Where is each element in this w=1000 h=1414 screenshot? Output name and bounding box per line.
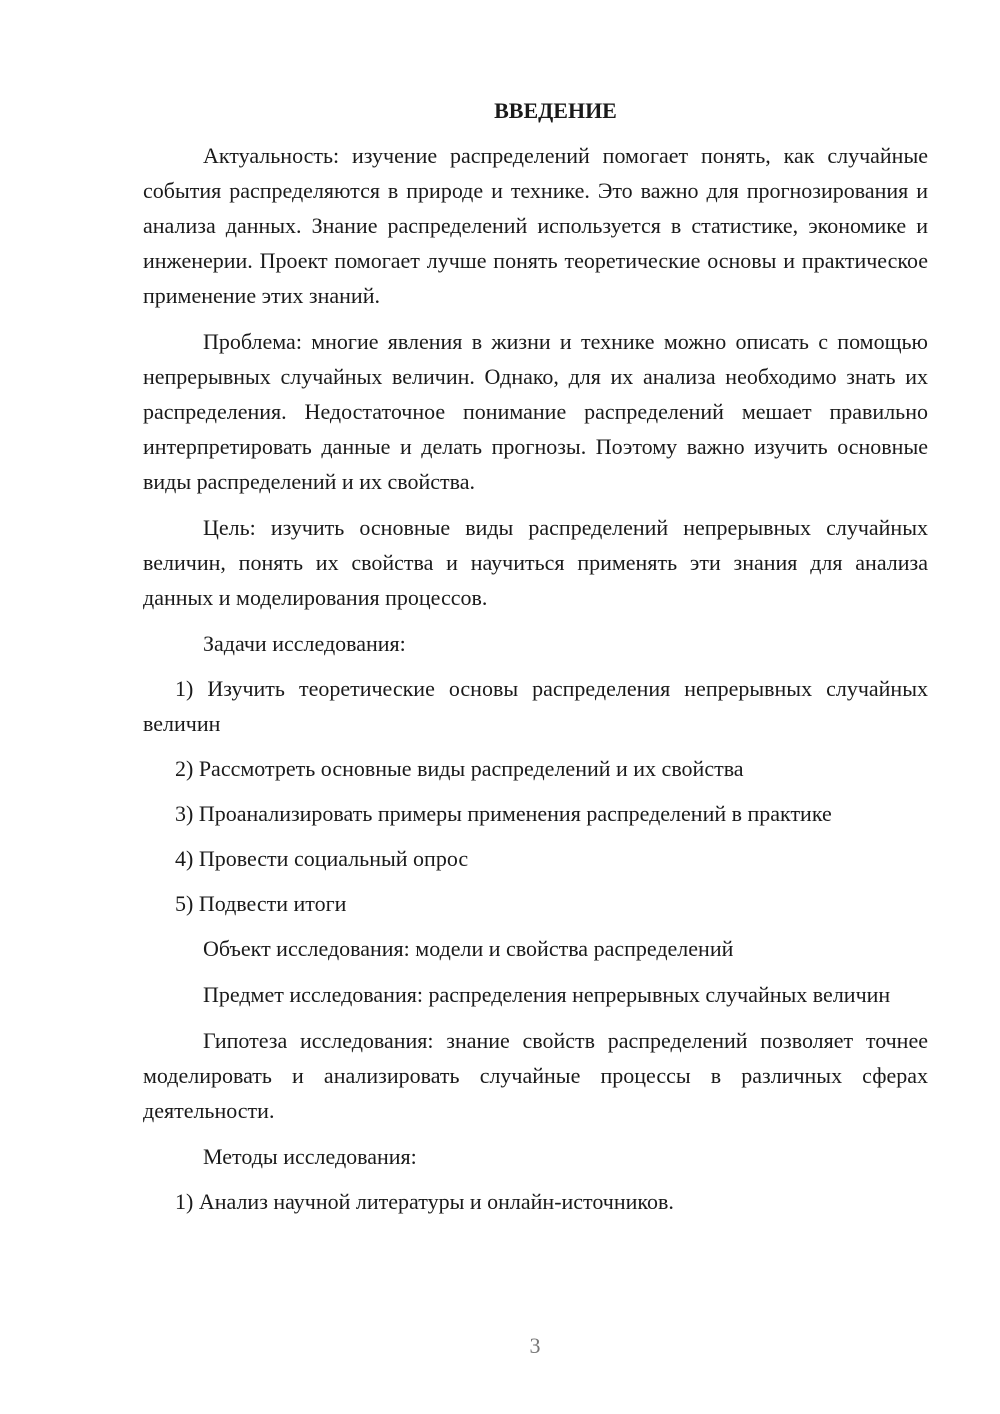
object-paragraph: Объект исследования: модели и свойства распределений (203, 936, 734, 961)
task-item: 1) Изучить теоретические основы распределения непрерывных случайных величин (143, 676, 928, 736)
task-item: 3) Проанализировать примеры применения распределений в практике (175, 801, 832, 826)
task-item: 2) Рассмотреть основные виды распределений и их свойства (175, 756, 744, 781)
hypothesis-paragraph: Гипотеза исследования: знание свойств распределений позволяет точнее моделировать и анализировать случайные процессы в различных сферах деятельности. (143, 1028, 928, 1123)
subject-paragraph: Предмет исследования: распределения непрерывных случайных величин (203, 982, 891, 1007)
task-item: 5) Подвести итоги (175, 891, 347, 916)
page-content (143, 96, 928, 1229)
problem-paragraph: Проблема: многие явления в жизни и технике можно описать с помощью непрерывных случайных величин. Однако, для их анализа необходимо знать их распределения. Недостаточное понимание распределений мешает правильно интерпретировать данные и делать прогнозы. Поэтому важно изучить основные виды распределений и их свойства. (143, 329, 928, 494)
method-item: 1) Анализ научной литературы и онлайн-источников. (175, 1189, 674, 1214)
methods-label: Методы исследования: (203, 1144, 417, 1169)
task-item: 4) Провести социальный опрос (175, 846, 469, 871)
tasks-label: Задачи исследования: (203, 631, 406, 656)
goal-paragraph: Цель: изучить основные виды распределений непрерывных случайных величин, понять их свойства и научиться применять эти знания для анализа данных и моделирования процессов. (143, 515, 928, 610)
page-number: 3 (529, 1333, 541, 1358)
section-heading: ВВЕДЕНИЕ (494, 98, 617, 123)
relevance-paragraph: Актуальность: изучение распределений помогает понять, как случайные события распределяются в природе и технике. Это важно для прогнозирования и анализа данных. Знание распределений используется в статистике, экономике и инженерии. Проект помогает лучше понять теоретические основы и практическое применение этих знаний. (143, 143, 928, 308)
